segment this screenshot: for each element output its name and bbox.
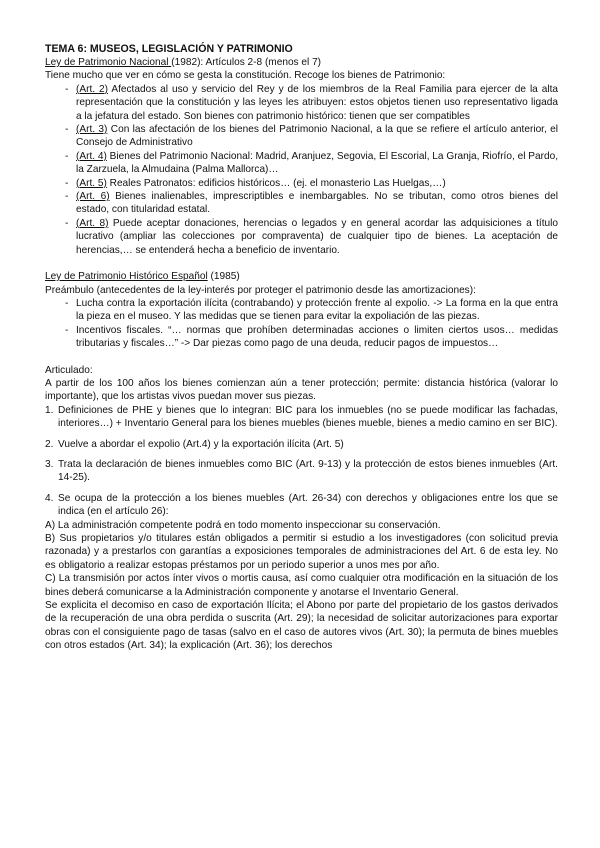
section-heading: Articulado: xyxy=(45,364,93,376)
article-ref: (Art. 4) xyxy=(76,150,107,162)
law-heading-patrimonio-nacional xyxy=(45,56,558,69)
numbered-list xyxy=(45,404,558,431)
item-text: Se ocupa de la protección a los bienes muebles (Art. 26-34) con derechos y obligaciones entre los que se indica (en el artículo 26): xyxy=(58,492,558,518)
page-title: TEMA 6: MUSEOS, LEGISLACIÓN Y PATRIMONIO xyxy=(45,43,293,55)
numbered-list xyxy=(45,492,558,519)
item-number: 3. xyxy=(45,458,54,470)
article-ref: (Art. 5) xyxy=(76,177,107,189)
article-text: Reales Patronatos: edificios históricos… (ej. el monasterio Las Huelgas,…) xyxy=(106,177,446,189)
lettered-item: B) Sus propietarios y/o titulares están obligados a permitir si estudio a los investigadores (con solicitud previa razonada) y a prestarlos con garantías a exposiciones temporales de administraciones del Art. 6 de esta ley. No es obligatorio a realizar estopas préstamos por un periodo superior a unos mes por año. xyxy=(45,533,558,571)
closing-paragraph: Se explicita el decomiso en caso de exportación Ilícita; el Abono por parte del propietario de los gastos derivados de la recuperación de una obra perdida o suscrita (Art. 29); la necesidad de solicitar autorizaciones para exportar obras con el consiguiente pago de tasas (salvo en el caso de autores vivos (Art. 30); la permuta de bines muebles con otros estados (Art. 34); la explicación (Art. 36); los derechos xyxy=(45,600,558,652)
list-item: - Incentivos fiscales. “… normas que prohíben determinadas acciones o limiten ciertos usos… medidas tributarias y fiscales…” -> Dar piezas como pago de una deuda, reducir pagos de impuestos… xyxy=(65,324,558,351)
item-number: 1. xyxy=(45,404,54,416)
item-number: 2. xyxy=(45,438,54,450)
item-text: Vuelve a abordar el expolio (Art.4) y la exportación ilícita (Art. 5) xyxy=(58,438,344,450)
article-list xyxy=(45,83,558,257)
article-ref: (Art. 2) xyxy=(76,83,108,95)
list-item xyxy=(65,190,558,217)
list-item xyxy=(65,83,558,123)
item-text: Definiciones de PHE y bienes que lo integran: BIC para los inmuebles (no se puede modificar las fachadas, interiores…) + Inventario General para los bienes muebles (bienes mueble, bienes a medio camino en ser BIC). xyxy=(58,404,558,430)
item-text: Trata la declaración de bienes inmuebles como BIC (Art. 9-13) y la protección de estos bienes inmuebles (Art. 14-25). xyxy=(58,458,558,484)
article-text: Puede aceptar donaciones, herencias o legados y en general acordar las adquisiciones a título lucrativo (ampliar las colecciones por compraventa) de cualquier tipo de bienes. La aceptación de herencias,… se entenderá hecha a beneficio de inventario. xyxy=(76,217,558,256)
law-heading-patrimonio-historico xyxy=(45,270,558,283)
article-ref: (Art. 3) xyxy=(76,124,108,136)
article-text: Con las afectación de los bienes del Patrimonio Nacional, a la que se refiere el artículo anterior, el Consejo de Administrativo xyxy=(76,124,559,149)
spacer xyxy=(45,351,558,364)
law-name: Ley de Patrimonio Histórico Español xyxy=(45,271,208,283)
law-detail: (1982): Artículos 2-8 (menos el 7) xyxy=(171,57,322,68)
section-intro: A partir de los 100 años los bienes comienzan aún a tener protección; permite: distancia histórica (valorar lo importante), que los artistas vivos puedan mover sus piezas. xyxy=(45,377,558,403)
preamble-list xyxy=(45,297,558,351)
numbered-list xyxy=(45,458,558,485)
article-ref: (Art. 8) xyxy=(76,217,109,229)
numbered-list xyxy=(45,438,558,451)
list-item xyxy=(65,123,558,150)
list-item xyxy=(45,438,558,451)
article-text: Bienes inalienables, imprescriptibles e inembargables. No se tributan, como otros bienes del estado, con titularidad estatal. xyxy=(76,191,559,216)
list-item xyxy=(65,177,558,190)
section-intro: Preámbulo (antecedentes de la ley-interés por proteger el patrimonio desde las amortizaciones): xyxy=(45,284,476,296)
lettered-item: A) La administración competente podrá en todo momento inspeccionar su conservación. xyxy=(45,519,441,531)
list-item: - Lucha contra la exportación ilícita (contrabando) y protección frente al expolio. -> La forma en la que entra la pieza en el museo. Y las medidas que se tienen para evitar la expoliación de las piezas. xyxy=(65,297,558,324)
spacer xyxy=(45,485,558,492)
list-item xyxy=(45,404,558,431)
spacer xyxy=(45,451,558,458)
list-item xyxy=(45,458,558,485)
list-item xyxy=(45,492,558,519)
lettered-item: C) La transmisión por actos ínter vivos o mortis causa, así como cualquier otra modificación en la situación de los bines deberá comunicarse a la Administración componente y anotarse el Inventario General. xyxy=(45,573,558,598)
spacer xyxy=(45,257,558,270)
section-intro: Tiene mucho que ver en cómo se gesta la constitución. Recoge los bienes de Patrimonio: xyxy=(45,70,446,82)
list-item xyxy=(65,217,558,257)
article-text: Bienes del Patrimonio Nacional: Madrid, Aranjuez, Segovia, El Escorial, La Granja, Riofrío, el Pardo, la Zarzuela, la Almudaina (Palma Mallorca)… xyxy=(76,150,558,176)
article-text: Afectados al uso y servicio del Rey y de los miembros de la Real Familia para ejercer de la alta representación que la constitución y las leyes les atribuyen: estos objetos tienen uso representativo ligada a la jefatura del estado. Son bienes con patrimonio histórico: tienen que ser compatibles xyxy=(76,83,558,122)
spacer xyxy=(45,431,558,438)
law-name: Ley de Patrimonio Nacional xyxy=(45,57,172,68)
item-number: 4. xyxy=(45,492,54,504)
law-detail: (1985) xyxy=(207,271,240,283)
article-ref: (Art. 6) xyxy=(76,191,110,203)
list-item xyxy=(65,150,558,177)
